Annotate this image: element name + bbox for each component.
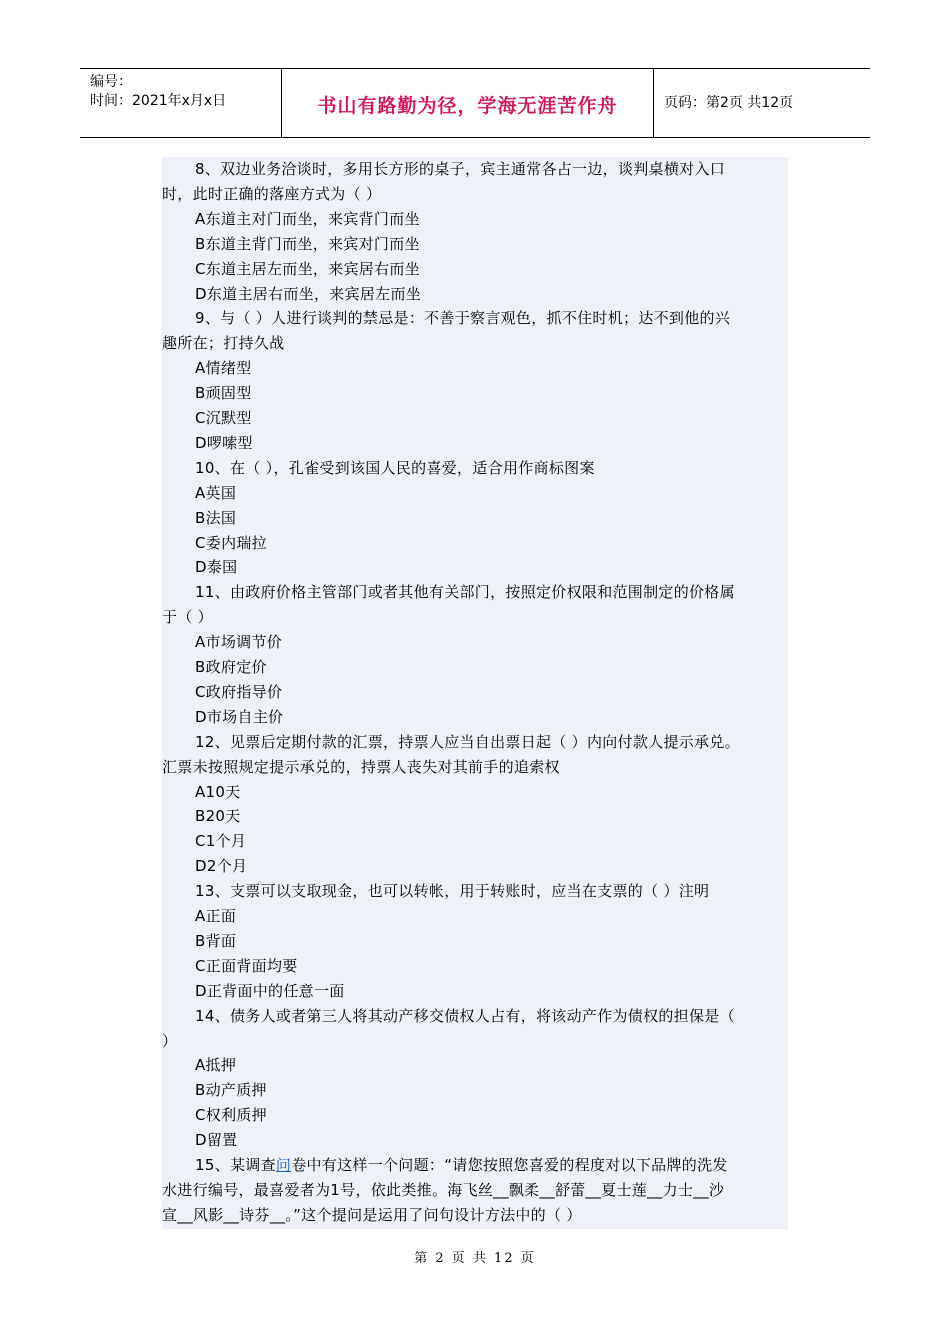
text-line: C政府指导价 xyxy=(195,682,283,701)
text-line: C委内瑞拉 xyxy=(195,533,267,552)
question-15-line-1 xyxy=(162,1153,821,1178)
text-line: 9、与（ ）人进行谈判的禁忌是：不善于察言观色，抓不住时机；达不到他的兴 xyxy=(195,309,731,328)
text-line: 11、由政府价格主管部门或者其他有关部门，按照定价权限和范围制定的价格属 xyxy=(195,583,735,602)
text-line: B20天 xyxy=(195,807,241,826)
text-line: D正背面中的任意一面 xyxy=(195,981,345,1000)
question-15-line-3: 宣__风影__诗芬__。”这个提问是运用了问句设计方法中的（ ） xyxy=(162,1205,582,1224)
text-line: A情绪型 xyxy=(195,359,252,378)
text-line: D东道主居右而坐，来宾居左而坐 xyxy=(195,284,422,303)
text-line: D市场自主价 xyxy=(195,707,284,726)
text-line: C正面背面均要 xyxy=(195,956,298,975)
text-line: C权利质押 xyxy=(195,1106,267,1125)
text-line: 14、债务人或者第三人将其动产移交债权人占有，将该动产作为债权的担保是（ xyxy=(195,1006,735,1025)
header-slogan-cell xyxy=(282,69,654,137)
text-line: A抵押 xyxy=(195,1056,237,1075)
text-line: B动产质押 xyxy=(195,1081,267,1100)
text-line: C沉默型 xyxy=(195,409,252,427)
text-line: B顽固型 xyxy=(195,384,252,403)
text-line: 8、双边业务洽谈时，多用长方形的桌子，宾主通常各占一边，谈判桌横对入口 xyxy=(195,160,726,178)
text-line: D泰国 xyxy=(195,558,238,577)
page-footer: 第 2 页 共 12 页 xyxy=(414,1251,536,1266)
text-line: 汇票未按照规定提示承兑的，持票人丧失对其前手的追索权 xyxy=(162,757,560,776)
page-header xyxy=(80,68,870,138)
text-line: D留置 xyxy=(195,1131,238,1150)
text-line: B背面 xyxy=(195,931,237,950)
text-line: B东道主背门而坐，来宾对门而坐 xyxy=(195,234,420,253)
slogan: 书山有路勤为径，学海无涯苦作舟 xyxy=(317,95,618,117)
header-page-cell xyxy=(654,69,870,137)
text-line: A英国 xyxy=(195,483,237,502)
text-line: A市场调节价 xyxy=(195,633,283,652)
text-line: D2个月 xyxy=(195,857,248,876)
question-15-line-2: 水进行编号，最喜爱者为1号，依此类推。海飞丝__飘柔__舒蕾__夏士莲__力士__沙 xyxy=(162,1180,725,1199)
text-line: C1个月 xyxy=(195,832,247,851)
document-body xyxy=(162,157,788,1229)
text-line: 13、支票可以支取现金，也可以转帐，用于转账时，应当在支票的（ ）注明 xyxy=(195,882,710,901)
text-line: 于（ ） xyxy=(162,608,213,627)
text-line: D啰嗦型 xyxy=(195,433,253,452)
time-label: 时间：2021年x月x日 xyxy=(90,93,227,109)
header-meta-cell xyxy=(80,69,282,137)
text-line: 趣所在；打持久战 xyxy=(162,334,285,353)
text-line: 时，此时正确的落座方式为（ ） xyxy=(162,184,382,203)
text-line: ） xyxy=(162,1031,178,1050)
q15-text-after: 卷中有这样一个问题：“请您按照您喜爱的程度对以下品牌的洗发 xyxy=(291,1156,728,1174)
text-line: A10天 xyxy=(195,782,241,801)
text-line: 12、见票后定期付款的汇票，持票人应当自出票日起（ ）内向付款人提示承兑。 xyxy=(195,732,740,751)
question-link[interactable]: 问 xyxy=(275,1156,292,1174)
text-line: A东道主对门而坐，来宾背门而坐 xyxy=(195,209,420,228)
text-line: 10、在（ ），孔雀受到该国人民的喜爱，适合用作商标图案 xyxy=(195,458,595,477)
text-line: B政府定价 xyxy=(195,658,267,676)
number-label: 编号： xyxy=(90,74,132,90)
text-line: C东道主居左而坐，来宾居右而坐 xyxy=(195,259,420,278)
text-line: A正面 xyxy=(195,907,237,925)
page-count-label: 页码：第2页 共12页 xyxy=(664,95,794,111)
q15-text-before: 15、某调查 xyxy=(195,1156,276,1174)
text-line: B法国 xyxy=(195,508,237,527)
